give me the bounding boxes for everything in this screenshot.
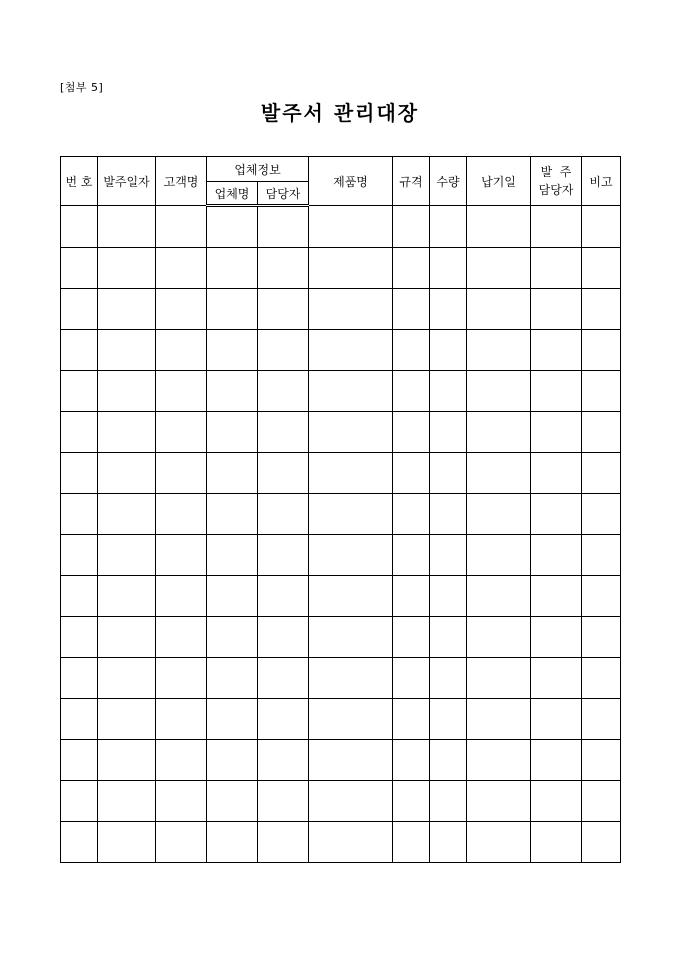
- cell-delivery-date[interactable]: [467, 535, 531, 576]
- cell-quantity[interactable]: [430, 248, 467, 289]
- cell-spec[interactable]: [393, 740, 430, 781]
- cell-spec[interactable]: [393, 206, 430, 248]
- cell-no[interactable]: [61, 535, 98, 576]
- cell-spec[interactable]: [393, 330, 430, 371]
- cell-order-date[interactable]: [98, 371, 156, 412]
- cell-product[interactable]: [309, 412, 393, 453]
- cell-product[interactable]: [309, 494, 393, 535]
- table-row: [61, 617, 621, 658]
- cell-remarks[interactable]: [582, 576, 621, 617]
- cell-order-date[interactable]: [98, 289, 156, 330]
- order-ledger-table: [60, 156, 621, 863]
- cell-order-date[interactable]: [98, 699, 156, 740]
- cell-spec[interactable]: [393, 494, 430, 535]
- cell-delivery-date[interactable]: [467, 206, 531, 248]
- cell-customer[interactable]: [156, 412, 207, 453]
- cell-order-manager[interactable]: [531, 781, 582, 822]
- header-customer: 고객명: [156, 157, 207, 206]
- cell-order-date[interactable]: [98, 617, 156, 658]
- cell-vendor-name[interactable]: [207, 535, 258, 576]
- cell-quantity[interactable]: [430, 822, 467, 863]
- cell-spec[interactable]: [393, 412, 430, 453]
- cell-order-manager[interactable]: [531, 371, 582, 412]
- cell-customer[interactable]: [156, 658, 207, 699]
- cell-vendor-contact[interactable]: [258, 494, 309, 535]
- cell-vendor-name[interactable]: [207, 412, 258, 453]
- table-row: [61, 371, 621, 412]
- header-vendor-contact: 담당자: [258, 182, 309, 206]
- cell-vendor-contact[interactable]: [258, 617, 309, 658]
- cell-spec[interactable]: [393, 822, 430, 863]
- cell-order-date[interactable]: [98, 658, 156, 699]
- cell-delivery-date[interactable]: [467, 289, 531, 330]
- cell-vendor-name[interactable]: [207, 576, 258, 617]
- cell-vendor-contact[interactable]: [258, 699, 309, 740]
- cell-delivery-date[interactable]: [467, 617, 531, 658]
- table-row: [61, 248, 621, 289]
- cell-quantity[interactable]: [430, 535, 467, 576]
- cell-remarks[interactable]: [582, 412, 621, 453]
- cell-remarks[interactable]: [582, 617, 621, 658]
- header-delivery-date: 납기일: [467, 157, 531, 206]
- cell-remarks[interactable]: [582, 658, 621, 699]
- cell-quantity[interactable]: [430, 576, 467, 617]
- cell-vendor-name[interactable]: [207, 658, 258, 699]
- table-row: [61, 494, 621, 535]
- cell-no[interactable]: [61, 453, 98, 494]
- cell-remarks[interactable]: [582, 781, 621, 822]
- table-row: [61, 412, 621, 453]
- cell-order-date[interactable]: [98, 206, 156, 248]
- cell-order-date[interactable]: [98, 535, 156, 576]
- cell-vendor-name[interactable]: [207, 740, 258, 781]
- cell-vendor-name[interactable]: [207, 206, 258, 248]
- cell-remarks[interactable]: [582, 535, 621, 576]
- cell-product[interactable]: [309, 822, 393, 863]
- cell-order-date[interactable]: [98, 740, 156, 781]
- cell-quantity[interactable]: [430, 330, 467, 371]
- cell-customer[interactable]: [156, 371, 207, 412]
- cell-product[interactable]: [309, 699, 393, 740]
- cell-no[interactable]: [61, 699, 98, 740]
- cell-remarks[interactable]: [582, 289, 621, 330]
- cell-product[interactable]: [309, 576, 393, 617]
- table-row: [61, 658, 621, 699]
- cell-order-manager[interactable]: [531, 206, 582, 248]
- cell-quantity[interactable]: [430, 740, 467, 781]
- cell-customer[interactable]: [156, 289, 207, 330]
- cell-no[interactable]: [61, 576, 98, 617]
- cell-vendor-name[interactable]: [207, 371, 258, 412]
- cell-no[interactable]: [61, 740, 98, 781]
- cell-vendor-contact[interactable]: [258, 371, 309, 412]
- header-product: 제품명: [309, 157, 393, 206]
- header-remarks: 비고: [582, 157, 621, 206]
- cell-product[interactable]: [309, 248, 393, 289]
- cell-product[interactable]: [309, 289, 393, 330]
- cell-vendor-name[interactable]: [207, 699, 258, 740]
- cell-delivery-date[interactable]: [467, 740, 531, 781]
- cell-vendor-name[interactable]: [207, 289, 258, 330]
- cell-order-date[interactable]: [98, 453, 156, 494]
- cell-customer[interactable]: [156, 330, 207, 371]
- cell-product[interactable]: [309, 330, 393, 371]
- cell-order-manager[interactable]: [531, 535, 582, 576]
- cell-order-manager[interactable]: [531, 494, 582, 535]
- cell-delivery-date[interactable]: [467, 822, 531, 863]
- cell-product[interactable]: [309, 781, 393, 822]
- cell-order-manager[interactable]: [531, 699, 582, 740]
- header-order-manager: [531, 157, 582, 206]
- cell-customer[interactable]: [156, 248, 207, 289]
- cell-delivery-date[interactable]: [467, 494, 531, 535]
- cell-customer[interactable]: [156, 453, 207, 494]
- table-row: [61, 576, 621, 617]
- cell-vendor-name[interactable]: [207, 494, 258, 535]
- cell-vendor-contact[interactable]: [258, 453, 309, 494]
- cell-vendor-name[interactable]: [207, 781, 258, 822]
- cell-customer[interactable]: [156, 822, 207, 863]
- cell-remarks[interactable]: [582, 248, 621, 289]
- cell-delivery-date[interactable]: [467, 781, 531, 822]
- cell-remarks[interactable]: [582, 740, 621, 781]
- table-row: [61, 453, 621, 494]
- cell-no[interactable]: [61, 494, 98, 535]
- cell-quantity[interactable]: [430, 617, 467, 658]
- table-row: [61, 330, 621, 371]
- cell-product[interactable]: [309, 535, 393, 576]
- cell-order-manager[interactable]: [531, 740, 582, 781]
- cell-vendor-contact[interactable]: [258, 781, 309, 822]
- cell-vendor-contact[interactable]: [258, 658, 309, 699]
- cell-vendor-contact[interactable]: [258, 740, 309, 781]
- cell-vendor-name[interactable]: [207, 248, 258, 289]
- ledger-body: [61, 206, 621, 863]
- cell-spec[interactable]: [393, 576, 430, 617]
- cell-delivery-date[interactable]: [467, 658, 531, 699]
- cell-spec[interactable]: [393, 658, 430, 699]
- cell-product[interactable]: [309, 371, 393, 412]
- header-no: 번 호: [61, 157, 98, 206]
- table-row: [61, 740, 621, 781]
- cell-quantity[interactable]: [430, 781, 467, 822]
- cell-vendor-name[interactable]: [207, 330, 258, 371]
- cell-product[interactable]: [309, 206, 393, 248]
- cell-order-manager[interactable]: [531, 822, 582, 863]
- cell-order-date[interactable]: [98, 248, 156, 289]
- cell-no[interactable]: [61, 617, 98, 658]
- cell-vendor-contact[interactable]: [258, 576, 309, 617]
- table-row: [61, 535, 621, 576]
- table-row: [61, 699, 621, 740]
- cell-remarks[interactable]: [582, 206, 621, 248]
- cell-quantity[interactable]: [430, 206, 467, 248]
- cell-no[interactable]: [61, 412, 98, 453]
- cell-delivery-date[interactable]: [467, 453, 531, 494]
- cell-remarks[interactable]: [582, 330, 621, 371]
- cell-remarks[interactable]: [582, 699, 621, 740]
- cell-spec[interactable]: [393, 617, 430, 658]
- table-row: [61, 206, 621, 248]
- cell-no[interactable]: [61, 781, 98, 822]
- cell-quantity[interactable]: [430, 371, 467, 412]
- cell-delivery-date[interactable]: [467, 699, 531, 740]
- cell-customer[interactable]: [156, 617, 207, 658]
- header-order-manager-line2: 담당자: [538, 183, 574, 197]
- cell-remarks[interactable]: [582, 453, 621, 494]
- cell-vendor-name[interactable]: [207, 617, 258, 658]
- cell-no[interactable]: [61, 206, 98, 248]
- cell-vendor-contact[interactable]: [258, 206, 309, 248]
- cell-order-date[interactable]: [98, 494, 156, 535]
- cell-order-manager[interactable]: [531, 289, 582, 330]
- cell-vendor-contact[interactable]: [258, 412, 309, 453]
- cell-delivery-date[interactable]: [467, 576, 531, 617]
- cell-quantity[interactable]: [430, 658, 467, 699]
- cell-no[interactable]: [61, 371, 98, 412]
- cell-order-manager[interactable]: [531, 248, 582, 289]
- page-title: 발주서 관리대장: [260, 101, 420, 125]
- cell-no[interactable]: [61, 330, 98, 371]
- cell-quantity[interactable]: [430, 412, 467, 453]
- cell-spec[interactable]: [393, 453, 430, 494]
- cell-delivery-date[interactable]: [467, 412, 531, 453]
- cell-order-manager[interactable]: [531, 576, 582, 617]
- cell-no[interactable]: [61, 248, 98, 289]
- cell-product[interactable]: [309, 658, 393, 699]
- header-vendor-name: 업체명: [207, 182, 258, 206]
- cell-product[interactable]: [309, 453, 393, 494]
- cell-order-manager[interactable]: [531, 617, 582, 658]
- cell-spec[interactable]: [393, 289, 430, 330]
- cell-order-date[interactable]: [98, 822, 156, 863]
- cell-quantity[interactable]: [430, 699, 467, 740]
- cell-vendor-contact[interactable]: [258, 248, 309, 289]
- cell-no[interactable]: [61, 289, 98, 330]
- cell-spec[interactable]: [393, 699, 430, 740]
- header-spec: 규격: [393, 157, 430, 206]
- cell-vendor-name[interactable]: [207, 822, 258, 863]
- cell-customer[interactable]: [156, 740, 207, 781]
- header-order-manager-line1: 발 주: [540, 165, 572, 179]
- cell-spec[interactable]: [393, 248, 430, 289]
- cell-order-date[interactable]: [98, 576, 156, 617]
- cell-spec[interactable]: [393, 371, 430, 412]
- cell-no[interactable]: [61, 658, 98, 699]
- cell-customer[interactable]: [156, 699, 207, 740]
- cell-quantity[interactable]: [430, 289, 467, 330]
- cell-order-manager[interactable]: [531, 658, 582, 699]
- cell-no[interactable]: [61, 822, 98, 863]
- cell-quantity[interactable]: [430, 494, 467, 535]
- cell-remarks[interactable]: [582, 494, 621, 535]
- header-quantity: 수량: [430, 157, 467, 206]
- cell-vendor-contact[interactable]: [258, 535, 309, 576]
- cell-order-manager[interactable]: [531, 453, 582, 494]
- cell-vendor-contact[interactable]: [258, 822, 309, 863]
- table-row: [61, 781, 621, 822]
- cell-spec[interactable]: [393, 781, 430, 822]
- cell-delivery-date[interactable]: [467, 371, 531, 412]
- header-order-date: 발주일자: [98, 157, 156, 206]
- cell-customer[interactable]: [156, 535, 207, 576]
- cell-delivery-date[interactable]: [467, 248, 531, 289]
- cell-order-manager[interactable]: [531, 412, 582, 453]
- cell-order-date[interactable]: [98, 781, 156, 822]
- cell-product[interactable]: [309, 617, 393, 658]
- attachment-label: [첨부 5]: [60, 81, 104, 94]
- cell-order-manager[interactable]: [531, 330, 582, 371]
- cell-customer[interactable]: [156, 494, 207, 535]
- cell-spec[interactable]: [393, 535, 430, 576]
- cell-vendor-name[interactable]: [207, 453, 258, 494]
- cell-customer[interactable]: [156, 781, 207, 822]
- header-vendor-info: 업체정보: [207, 157, 309, 182]
- cell-order-date[interactable]: [98, 330, 156, 371]
- table-row: [61, 289, 621, 330]
- cell-vendor-contact[interactable]: [258, 289, 309, 330]
- table-row: [61, 822, 621, 863]
- cell-vendor-contact[interactable]: [258, 330, 309, 371]
- cell-remarks[interactable]: [582, 371, 621, 412]
- cell-remarks[interactable]: [582, 822, 621, 863]
- cell-delivery-date[interactable]: [467, 330, 531, 371]
- cell-product[interactable]: [309, 740, 393, 781]
- cell-quantity[interactable]: [430, 453, 467, 494]
- cell-order-date[interactable]: [98, 412, 156, 453]
- cell-customer[interactable]: [156, 576, 207, 617]
- cell-customer[interactable]: [156, 206, 207, 248]
